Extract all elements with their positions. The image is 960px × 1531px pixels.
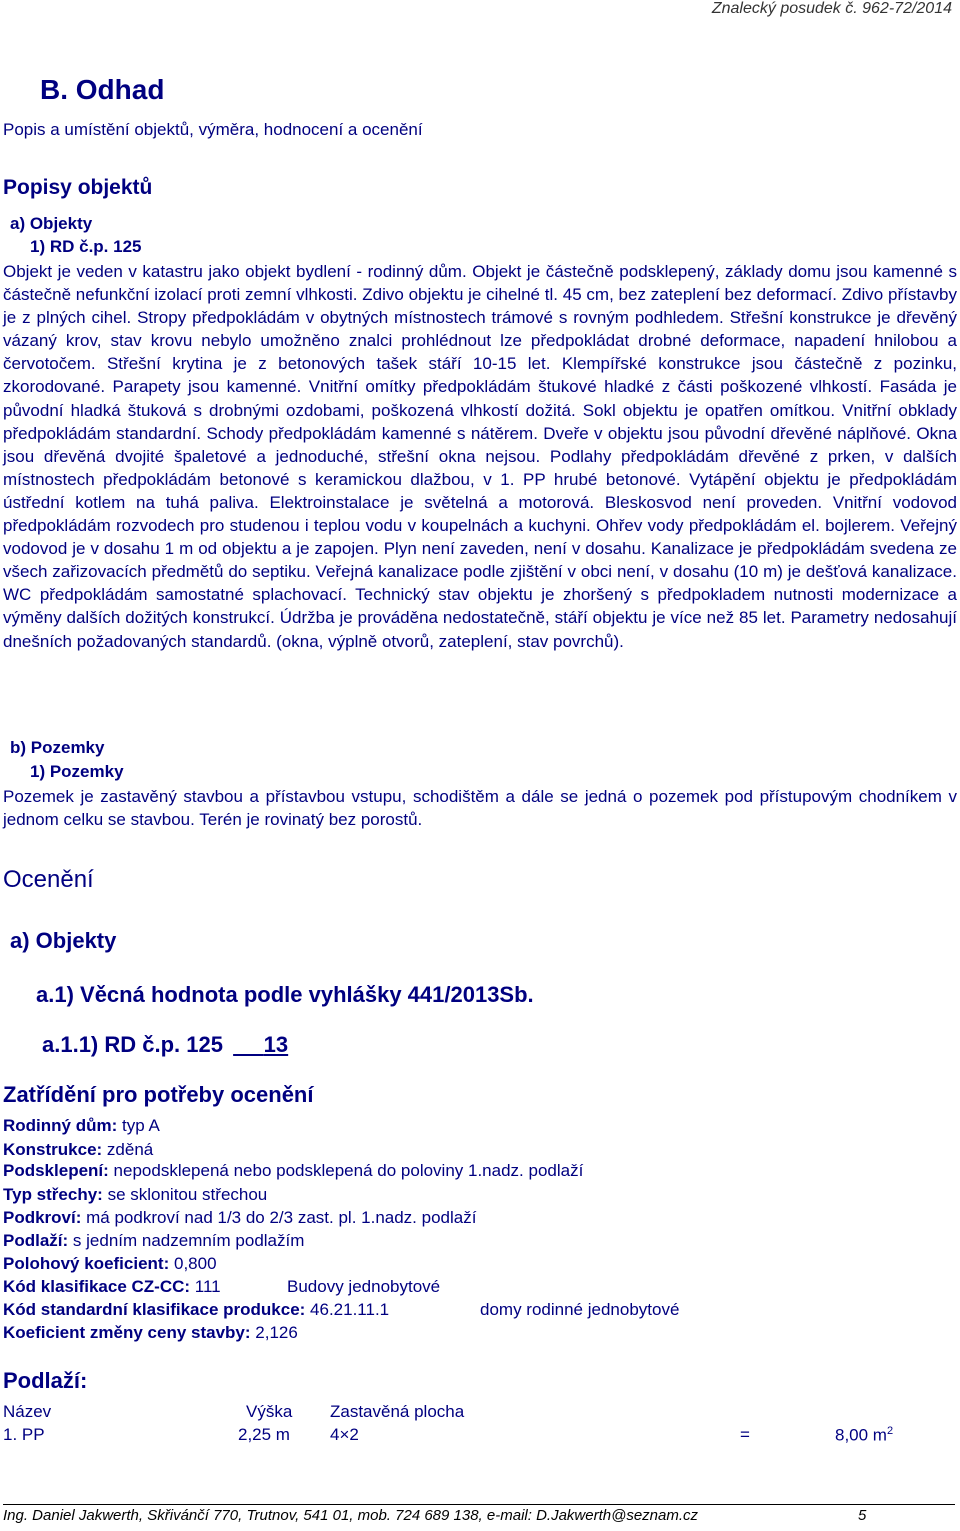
objekty-description: Objekt je veden v katastru jako objekt bydlení - rodinný dům. Objekt je částečně podsklepený, základy domu jsou kamenné s částečně nefunkční izolací proti zemní vlhkosti. Zdivo objektu je cihelné tl. 45 cm, bez zateplení bez deformací. Zdivo přístavby je z plných cihel. Stropy předpokládám v obytných místnostech trámové s rovným podhledem. Střešní konstrukce je dřevěný vázaný krov, stav krovu nebylo umožněno znalci prohlédnout lze předpokládat drobné deformace, napadení hnilobou a červotočem. Střešní krytina je z betonových tašek stáří 10-15 let. Klempířské konstrukce jsou částečně z pozinku, zkorodované. Parapety jsou kamenné. Vnitřní omítky předpokládám štukové hladké z části poškozené vlhkostí. Fasáda je původní hladká štuková s drobnými ozdobami, poškozená vlhkostí dožitá. Sokl objektu je opatřen omítkou. Vnitřní obklady předpokládám standardní. Schody předpokládám kamenné s nátěrem. Dveře v objektu jsou původní dřevěné náplňové. Okna jsou dřevěná dvojité špaletové a jednoduché, střešní okna nejsou. Podlahy předpokládám dřevěné z prken, v dalších místnostech předpokládám betonové s keramickou dlažbou, v 1. PP hrubé betonové. Vytápění objektu je předpokládám ústřední kotlem na tuhá paliva. Elektroinstalace je světelná a motorová. Bleskosvod není proveden. Vnitřní vodovod předpokládám rozvodech pro studenou i teplou vodu v koupelnách a kuchyni. Ohřev vody předpokládám el. bojlerem. Veřejný vodovod je v dosahu 1 m od objektu a je zapojen. Plyn není zaveden, není v dosahu. Kanalizace je předpokládám svedena ze všech zařizovacích předmětů do septiku. Veřejná kanalizace podle zjištění v obci není, v dosahu (10 m) je dešťová kanalizace. WC předpokládám samostatné splachovací. Technický stav objektu je zhoršený s předpokladem nutnosti modernizace a výměny dalších dožitých konstrukcí. Údržba je prováděna nedostatečně, stáří objektu je více než 85 let. Parametry nedosahují dnešních požadovaných standardů. (okna, výplně otvorů, zateplení, stav povrchů). xyxy=(3,262,957,651)
oceneni-objekty: a) Objekty xyxy=(10,928,117,953)
zatrideni-heading: Zatřídění pro potřeby ocenění xyxy=(3,1082,314,1107)
zatrideni-row: Kód standardní klasifikace produkce: 46.21.11.1 domy rodinné jednobytové xyxy=(3,1300,680,1319)
table-header-nazev: Název xyxy=(3,1402,52,1421)
pozemky-label: b) Pozemky xyxy=(10,738,105,757)
table-header-plocha: Zastavěná plocha xyxy=(330,1402,465,1421)
zatrideni-row: Kód klasifikace CZ-CC: 111 Budovy jednobytové xyxy=(3,1277,441,1296)
zatrideni-row: Konstrukce: zděná xyxy=(3,1140,154,1159)
zatrideni-row: Podsklepení: nepodsklepená nebo podsklepená do poloviny 1.nadz. podlaží xyxy=(3,1161,584,1180)
footer-text: Ing. Daniel Jakwerth, Skřivánčí 770, Trutnov, 541 01, mob. 724 689 138, e-mail: D.Jakwerth@seznam.cz xyxy=(3,1507,699,1524)
table-cell-plocha: 8,00 $m^2$ xyxy=(835,1425,894,1445)
rd-item-heading xyxy=(42,1032,288,1058)
section-subtitle: Popis a umístění objektů, výměra, hodnocení a ocenění xyxy=(3,120,423,139)
vecna-hodnota-heading: a.1) Věcná hodnota podle vyhlášky 441/2013Sb. xyxy=(36,982,534,1007)
table-cell-vyska: 2,25 m xyxy=(238,1425,290,1444)
zatrideni-row: Koeficient změny ceny stavby: 2,126 xyxy=(3,1323,298,1342)
pozemky-description: Pozemek je zastavěný stavbou a přístavbou vstupu, schodištěm a dále se jedná o pozemek pod přístupovým chodníkem v jednom celku se stavbou. Terén je rovinatý bez porostů. xyxy=(3,787,957,830)
zatrideni-row: Podkroví: má podkroví nad 1/3 do 2/3 zast. pl. 1.nadz. podlaží xyxy=(3,1208,477,1227)
footer-divider xyxy=(3,1504,955,1505)
zatrideni-row: Rodinný dům: typ A xyxy=(3,1116,160,1135)
zatrideni-row: Polohový koeficient: 0,800 xyxy=(3,1254,217,1273)
rd-item-label: a.1.1) RD č.p. 125 xyxy=(42,1032,223,1057)
podlazi-heading: Podlaží: xyxy=(3,1368,88,1393)
objekty-item: 1) RD č.p. 125 xyxy=(30,237,142,256)
table-cell-vypocet: 4×2 xyxy=(330,1425,359,1444)
objekty-label: a) Objekty xyxy=(10,214,93,233)
zatrideni-row: Typ střechy: se sklonitou střechou xyxy=(3,1185,268,1204)
page-number: 5 xyxy=(858,1507,867,1524)
document-reference: Znalecký posudek č. 962-72/2014 xyxy=(711,0,952,17)
section-title: B. Odhad xyxy=(40,74,165,105)
zatrideni-row: Podlaží: s jedním nadzemním podlažím xyxy=(3,1231,305,1250)
rd-item-code: 13 xyxy=(263,1032,289,1057)
table-header-vyska: Výška xyxy=(246,1402,293,1421)
pozemky-item: 1) Pozemky xyxy=(30,762,124,781)
popisy-heading: Popisy objektů xyxy=(3,176,153,199)
table-cell-equals: = xyxy=(740,1425,750,1444)
table-cell-nazev: 1. PP xyxy=(3,1425,45,1444)
oceneni-heading: Ocenění xyxy=(3,866,94,893)
